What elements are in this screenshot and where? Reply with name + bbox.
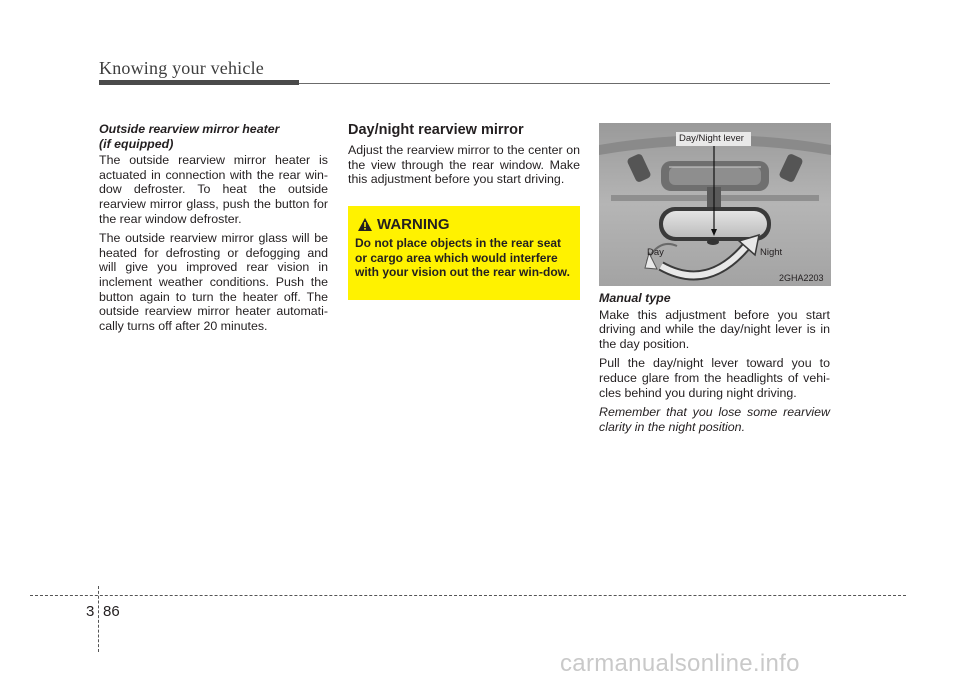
footer-dashed-rule bbox=[30, 595, 906, 596]
warning-title: WARNING bbox=[377, 216, 450, 233]
manual-type-para-2: Pull the day/night lever toward you to reduce glare from the headlights of vehi-cles behind you during night driving. bbox=[599, 356, 830, 400]
figure-day-label: Day bbox=[647, 247, 664, 258]
manual-type-para-3: Remember that you lose some rearview clarity in the night position. bbox=[599, 405, 830, 434]
mirror-heater-para-1: The outside rearview mirror heater is actuated in connection with the rear win-dow defroster. To heat the outside rearview mirror glass, push the button for the rear window defroster. bbox=[99, 153, 328, 226]
subhead-line-1: Outside rearview mirror heater bbox=[99, 122, 280, 136]
column-3 bbox=[599, 291, 830, 439]
mirror-heater-subhead bbox=[99, 122, 328, 151]
mirror-illustration bbox=[599, 123, 831, 286]
figure-night-label: Night bbox=[760, 247, 783, 258]
day-night-para-1: Adjust the rearview mirror to the center on the view through the rear window. Make this adjustment before you start driving. bbox=[348, 143, 580, 187]
warning-text: Do not place objects in the rear seat or cargo area which would interfere with your vision out the rear win-dow. bbox=[355, 236, 570, 279]
mirror-figure bbox=[599, 123, 831, 286]
header-rule-thin bbox=[299, 83, 830, 84]
column-1 bbox=[99, 122, 328, 338]
subhead-line-2: (if equipped) bbox=[99, 136, 174, 151]
footer-vertical-dash bbox=[98, 586, 99, 652]
day-night-heading: Day/night rearview mirror bbox=[348, 122, 524, 138]
warning-box bbox=[348, 206, 580, 300]
warning-triangle-icon bbox=[358, 218, 372, 231]
figure-code: 2GHA2203 bbox=[779, 273, 824, 283]
warning-header bbox=[358, 216, 450, 233]
manual-type-subhead: Manual type bbox=[599, 291, 671, 305]
column-2 bbox=[348, 122, 580, 192]
header-rule-thick bbox=[99, 80, 299, 85]
figure-lever-label: Day/Night lever bbox=[679, 133, 744, 144]
page-section: 3 bbox=[86, 603, 95, 620]
page-number: 86 bbox=[103, 603, 120, 620]
mirror-heater-para-2: The outside rearview mirror glass will be heated for defrosting or defogging and will give you improved rear vision in inclement weather conditions. Push the button again to turn the heater off. The outside rearview mirror heater automati-cally turns off after 20 minutes. bbox=[99, 231, 328, 333]
watermark: carmanualsonline.info bbox=[560, 650, 800, 677]
header-title: Knowing your vehicle bbox=[99, 58, 264, 78]
manual-type-para-1: Make this adjustment before you start driving and while the day/night lever is in the day position. bbox=[599, 307, 830, 351]
